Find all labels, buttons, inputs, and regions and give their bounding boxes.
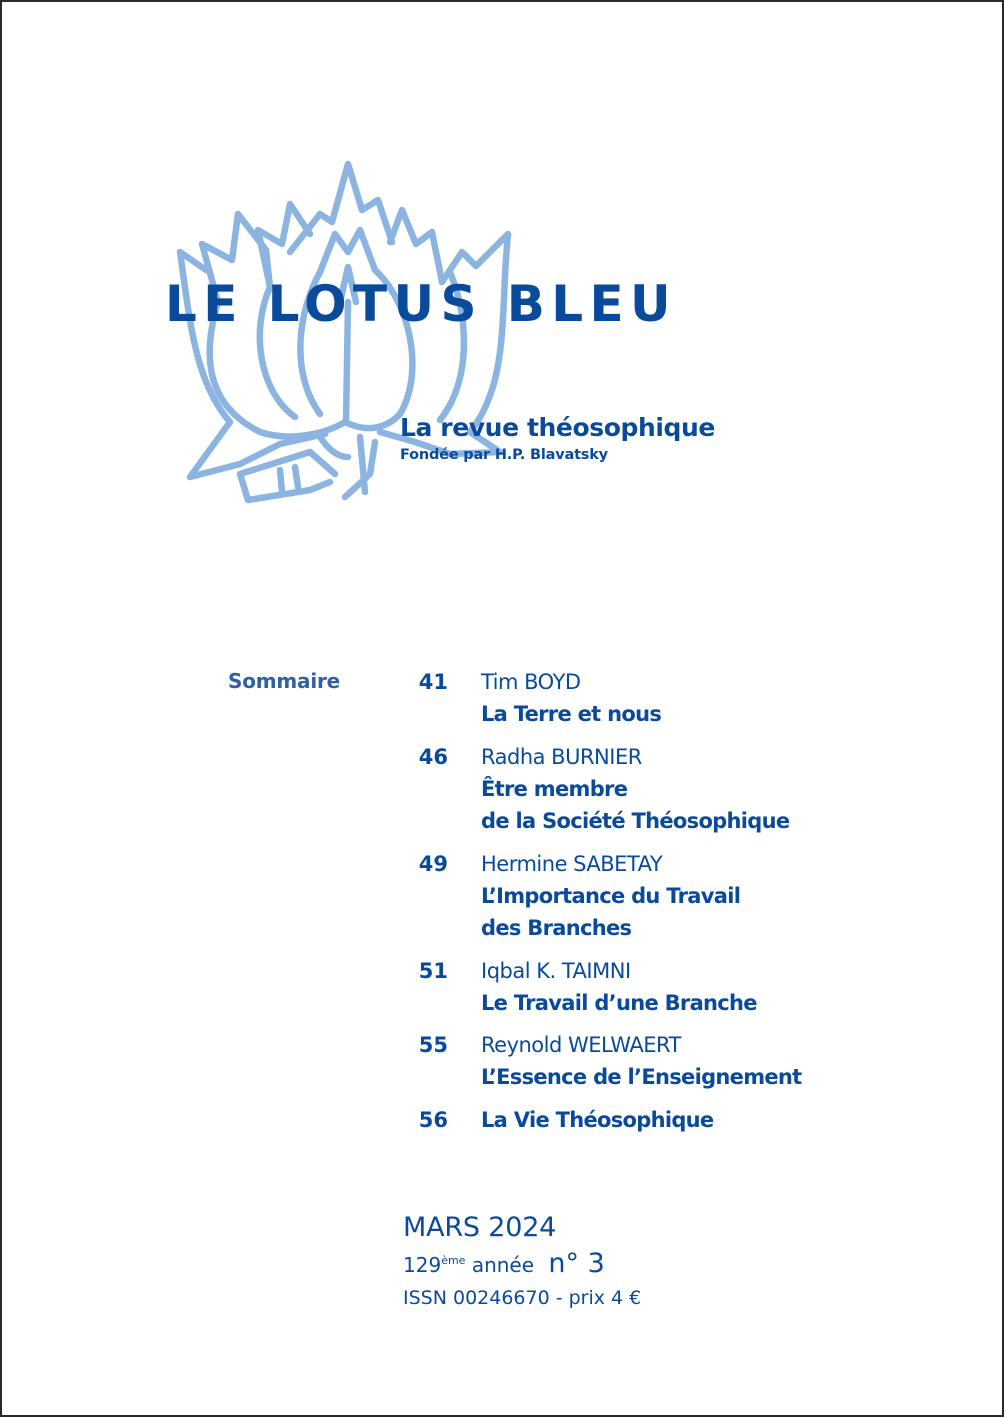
magazine-subtitle: La revue théosophique (400, 413, 715, 442)
toc-page-number: 55 (418, 1033, 448, 1057)
toc-entry (402, 955, 922, 1020)
issue-info (403, 1210, 641, 1312)
toc-author: Reynold WELWAERT (481, 1033, 681, 1057)
toc-article-title: L’Essence de l’Enseignement (481, 1065, 802, 1089)
toc-article-title: La Vie Théosophique (481, 1107, 714, 1132)
toc-page-number: 51 (418, 958, 448, 983)
toc-label: Sommaire (228, 669, 341, 693)
issue-date: MARS 2024 (403, 1212, 557, 1243)
magazine-title: LE LOTUS BLEU (165, 275, 678, 333)
issn-price: ISSN 00246670 - prix 4 € (403, 1287, 642, 1309)
toc-entry (402, 848, 922, 945)
toc-author: Hermine SABETAY (481, 851, 663, 876)
toc-author: Iqbal K. TAIMNI (481, 958, 631, 983)
year-suffix: ème (441, 1254, 466, 1267)
toc-entry (402, 666, 922, 731)
toc-article-title: L’Importance du Travail (481, 883, 741, 908)
year-number: 129 (403, 1253, 442, 1277)
issue-number: n° 3 (548, 1248, 605, 1279)
toc-page-number: 49 (418, 851, 448, 876)
toc-article-title: La Terre et nous (481, 702, 662, 726)
toc-article-title-line-2: des Branches (481, 916, 632, 940)
toc-entry (402, 1029, 922, 1094)
toc-article-title: Être membre (481, 776, 628, 801)
year-label: année (471, 1253, 535, 1277)
toc-entry (402, 1104, 922, 1137)
toc-page-number: 41 (418, 670, 448, 694)
founded-by: Fondée par H.P. Blavatsky (400, 447, 608, 463)
toc-page-number: 46 (418, 744, 448, 769)
toc-article-title: Le Travail d’une Branche (481, 990, 757, 1015)
toc-page-number: 56 (418, 1107, 448, 1132)
toc-author: Tim BOYD (481, 670, 581, 694)
toc-article-title-line-2: de la Société Théosophique (481, 809, 790, 833)
issue-year-line (403, 1249, 641, 1280)
toc-author: Radha BURNIER (481, 744, 642, 769)
table-of-contents (402, 666, 922, 1146)
toc-entry (402, 741, 922, 838)
